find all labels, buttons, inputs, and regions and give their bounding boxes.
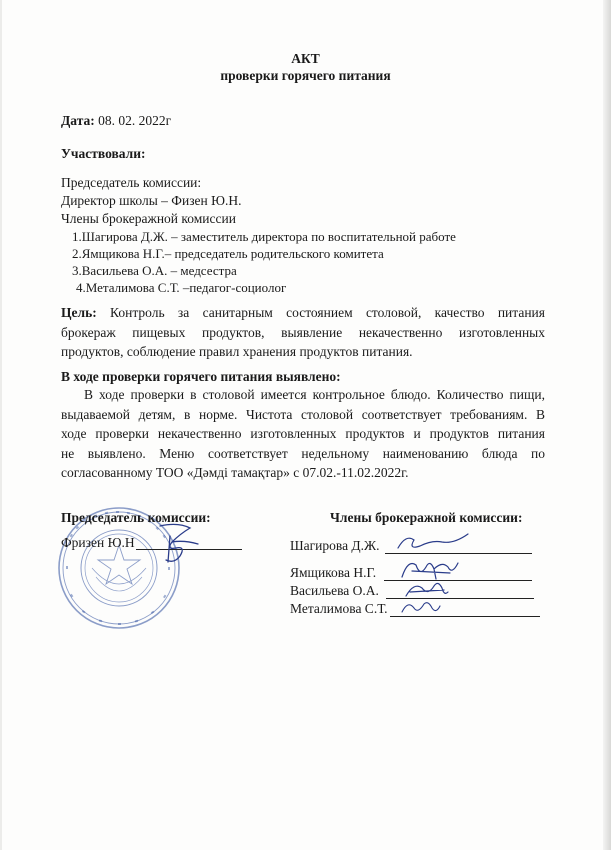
- chair-heading: Председатель комиссии:: [61, 175, 202, 190]
- chair-signature: [150, 520, 208, 568]
- signature-member-name: Металимова С.Т.: [290, 601, 388, 616]
- goal-label: Цель:: [61, 305, 97, 320]
- signature-member-name: Васильева О.А.: [290, 583, 379, 598]
- member-item: 2.Ямщикова Н.Г.– председатель родительского комитета: [72, 246, 384, 261]
- signature-member-name: Шагирова Д.Ж.: [290, 538, 380, 553]
- scan-border-right: [603, 0, 611, 850]
- signature-members-heading: Члены брокеражной комиссии:: [330, 510, 523, 525]
- document-title: АКТ: [291, 51, 320, 66]
- findings-line-3: ходе проверки некачественно изготовленных продуктов и продуктов питания: [61, 426, 545, 441]
- findings-paragraph: [61, 385, 545, 483]
- signature-member-name: Ямщикова Н.Г.: [290, 565, 377, 580]
- signature-chair-name: Фризен Ю.Н: [61, 535, 135, 550]
- date-line: [61, 113, 171, 129]
- goal-line-2: брокераж пищевых продуктов, выявление некачественно изготовленных: [61, 324, 545, 340]
- findings-heading: В ходе проверки горячего питания выявлено:: [61, 369, 341, 384]
- goal-text: Контроль за санитарным состоянием столовой, качество питания: [110, 305, 545, 320]
- chair-line: Директор школы – Физен Ю.Н.: [61, 193, 242, 208]
- date-label: Дата:: [61, 113, 95, 128]
- members-heading: Члены брокеражной комиссии: [61, 211, 236, 226]
- document-subtitle: проверки горячего питания: [220, 68, 391, 83]
- member-item: 4.Металимова С.Т. –педагог-социолог: [76, 280, 287, 295]
- member-item: 3.Васильева О.А. – медсестра: [72, 263, 237, 278]
- goal-paragraph: [61, 303, 545, 362]
- goal-line-1: [61, 303, 545, 323]
- participants-label: Участвовали:: [61, 146, 146, 161]
- member-item: 1.Шагирова Д.Ж. – заместитель директора по воспитательной работе: [72, 229, 456, 244]
- member-signature-1: [392, 528, 472, 556]
- signature-chair-heading: Председатель комиссии:: [61, 510, 211, 525]
- member-signature-4: [398, 596, 444, 618]
- goal-line-3: продуктов, соблюдение правил хранения продуктов питания.: [61, 344, 413, 359]
- scan-border-left: [0, 0, 2, 850]
- findings-line-4: не выявлено. Меню соответствует недельному наименованию блюда по: [61, 445, 545, 461]
- date-value: 08. 02. 2022г: [98, 113, 172, 128]
- findings-line-1: В ходе проверки в столовой имеется контрольное блюдо. Количество пищи,: [84, 387, 545, 402]
- findings-line-5: согласованному ТОО «Дәмді тамақтар» с 07.02.-11.02.2022г.: [61, 465, 409, 480]
- findings-line-2: выдаваемой детям, в норме. Чистота столовой соответствует требованиям. В: [61, 406, 545, 422]
